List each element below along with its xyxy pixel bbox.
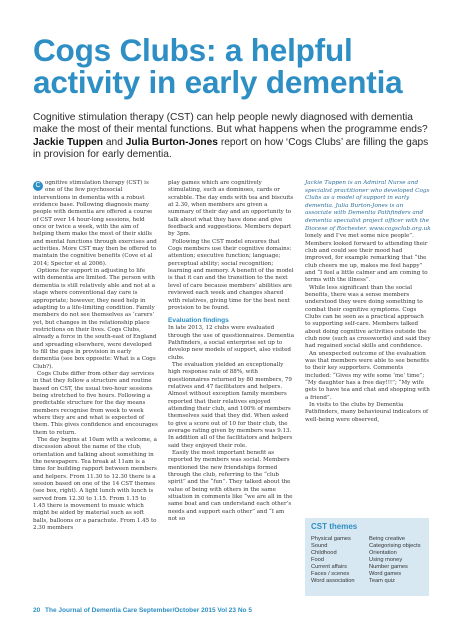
page-footer — [33, 607, 252, 614]
theme-item: Categorising objects — [369, 543, 421, 549]
theme-item: Using money — [369, 557, 403, 563]
theme-item: Orientation — [369, 550, 397, 556]
paragraph: play games which are cognitively stimulating, such as dominoes, cards or scrabble. The day ends with tea and biscuits at 2.30, when members are given a summary of their day and an opportunity to talk about what they have done and give feedback and suggestions. Members depart by 3pm. — [168, 180, 294, 238]
theme-item: Food — [311, 557, 324, 563]
theme-item: Childhood — [311, 550, 337, 556]
theme-item: Being creative — [369, 536, 406, 542]
issue-date: September/October 2015 — [138, 607, 216, 614]
theme-item: Faces / scenes — [311, 571, 350, 577]
paragraph: Following the CST model ensures that Cogs members use their cognitive domains: attention; executive function; language; perceptual ability; social recognition; learning and memory. A benefit of the model is that it can and the transition to the next level of care because members’ abilities are reviewed each week and changes shared with relatives, giving time for the best next provision to be found. — [168, 238, 294, 311]
theme-item: Sound — [311, 543, 328, 549]
volume-number: Vol 23 No 5 — [217, 607, 252, 614]
themes-list-right — [369, 536, 421, 585]
page-number: 20 — [33, 607, 41, 614]
theme-item: Current affairs — [311, 564, 347, 570]
box-title: CST themes — [311, 522, 358, 531]
theme-item: Word association — [311, 578, 355, 584]
theme-item: Physical games — [311, 536, 351, 542]
journal-name: The Journal of Dementia Care — [45, 607, 138, 614]
paragraph: In visits to the clubs by Dementia Pathfinders, many behavioural indicators of well-being were observed, — [305, 402, 429, 423]
dropcap: C — [33, 181, 43, 191]
paragraph: While less significant than the social benefits, there was a sense members understood they were doing something to combat their cognitive symptoms. Cogs Clubs can be seen as a practical approach to supporting self-care. Members talked about doing cognitive activities outside the club now (such as crosswords) and said they had regained social skills and confidence. — [305, 284, 431, 350]
paragraph: lonely and I’ve met some nice people”. Members looked forward to attending their club and could see their mood had improved, for example remarking that “the club cheers me up, makes me feel happy” and “I feel a little calmer and am coming to terms with the illness”. — [305, 233, 428, 284]
theme-item: Team quiz — [369, 578, 395, 584]
column-1 — [33, 180, 159, 533]
paragraph: An unexpected outcome of the evaluation was that members were able to see benefits to their key supporters. Comments included: “Gives my wife some ‘me’ time”; “My daughter has a free day!!!”; “My wife gets to have tea and chat and shopping with a friend”. — [305, 350, 430, 401]
article-title: Cogs Clubs: a helpful activity in early dementia — [33, 32, 403, 100]
paragraph: The evaluation yielded an exceptionally high response rate of 88%, with questionnaires returned by 80 members, 79 relatives and 47 facilitators and helpers. Almost without exception family members reported that their relatives enjoyed attending their club, and 100% of members themselves said that they did. When asked to give a score out of 10 for their club, the average rating given by members was 9.13. In addition all of the facilitators and helpers said they enjoyed their role. — [168, 361, 293, 449]
column-2 — [168, 180, 294, 523]
paragraph: Easily the most important benefit as reported by members was social. Members mentioned the new friendships formed through the club, referring to the “club spirit” and the “fun”. They talked about the value of being with others in the same situation in comments like “we are all in the same boat and can understand each other’s needs and support each other” and “I am not so — [168, 450, 293, 523]
paragraph: The day begins at 10am with a welcome, a discussion about the name of the club, orientation and talking about something in the newspapers. Tea break at 11am is a time for building rapport between members and helpers. From 11.30 to 12.30 there is a session based on one of the 14 CST themes (see box, right). A light lunch with lunch is served from 12.30 to 1.15. From 1.15 to 1.45 there is movement to music which might be aided by material such as soft balls, balloons or a parachute. From 1.45 to 2.30 members — [33, 437, 157, 532]
author-note: Jackie Tuppen is an Admiral Nurse and specialist practitioner who developed Cogs Clubs as a model of support in early dementia. Julia Burton-Jones is an associate with Dementia Pathfinders and dementia specialist project officer with the Diocese of Rochester. www.cogsclub.org.uk — [305, 180, 431, 232]
author-2: Julia Burton-Jones — [125, 136, 218, 148]
author-1: Jackie Tuppen — [33, 136, 104, 148]
themes-list-left — [311, 536, 355, 585]
theme-item: Number games — [369, 564, 408, 570]
column-3 — [305, 180, 431, 424]
intro-standfirst — [33, 112, 433, 162]
intro-and: and — [105, 136, 123, 148]
paragraph: Options for support in adjusting to life with dementia are limited. The person with dementia is still relatively able and not at a stage where conventional day care is appropriate; however, they need help in adapting to a life-limiting condition. Family members do not see themselves as ‘carers’ yet, but changes in the relationship place restrictions on their lives. Cogs Clubs, already a force in the south-east of England and spreading elsewhere, were developed to fill the gaps in provision in early dementia (see box opposite: What is a Cogs Club?). — [33, 268, 157, 370]
theme-item: Word games — [369, 571, 402, 577]
cst-themes-box — [305, 518, 429, 596]
intro-tail: report on how ‘Cogs Clubs’ are filling the gaps in provision for early dementia. — [33, 136, 429, 161]
paragraph: Cogs Clubs differ from other day services in that they follow a structure and routine based on CST, the usual two-hour sessions being stretched to five hours. Following a predictable structure for the day means members recognise from week to week where they are and what is expected of them. This gives confidence and encourages them to return. — [33, 370, 158, 436]
intro-lead: Cognitive stimulation therapy (CST) can help people newly diagnosed with dementia make the most of their mental functions. But what happens when the programme ends? — [33, 112, 428, 136]
paragraph — [33, 180, 159, 268]
subhead-evaluation: Evaluation findings — [168, 317, 229, 325]
paragraph: In late 2013, 12 clubs were evaluated through the use of questionnaires. Dementia Pathfinders, a social enterprise set up to develop new models of support, also visited clubs. — [168, 325, 295, 361]
paragraph-text: ognitive stimulation therapy (CST) is one of the few psychosocial interventions in dementia with a robust evidence base. Following diagnosis many people with dementia are offered a course of CST over 14 hour-long sessions, held once or twice a week, with the aim of helping them make the most of their skills and mental functions through exercises and activities. More CST may then be offered to maintain the cognitive benefits (Cove et al 2014; Spector et al 2006). — [33, 180, 157, 267]
